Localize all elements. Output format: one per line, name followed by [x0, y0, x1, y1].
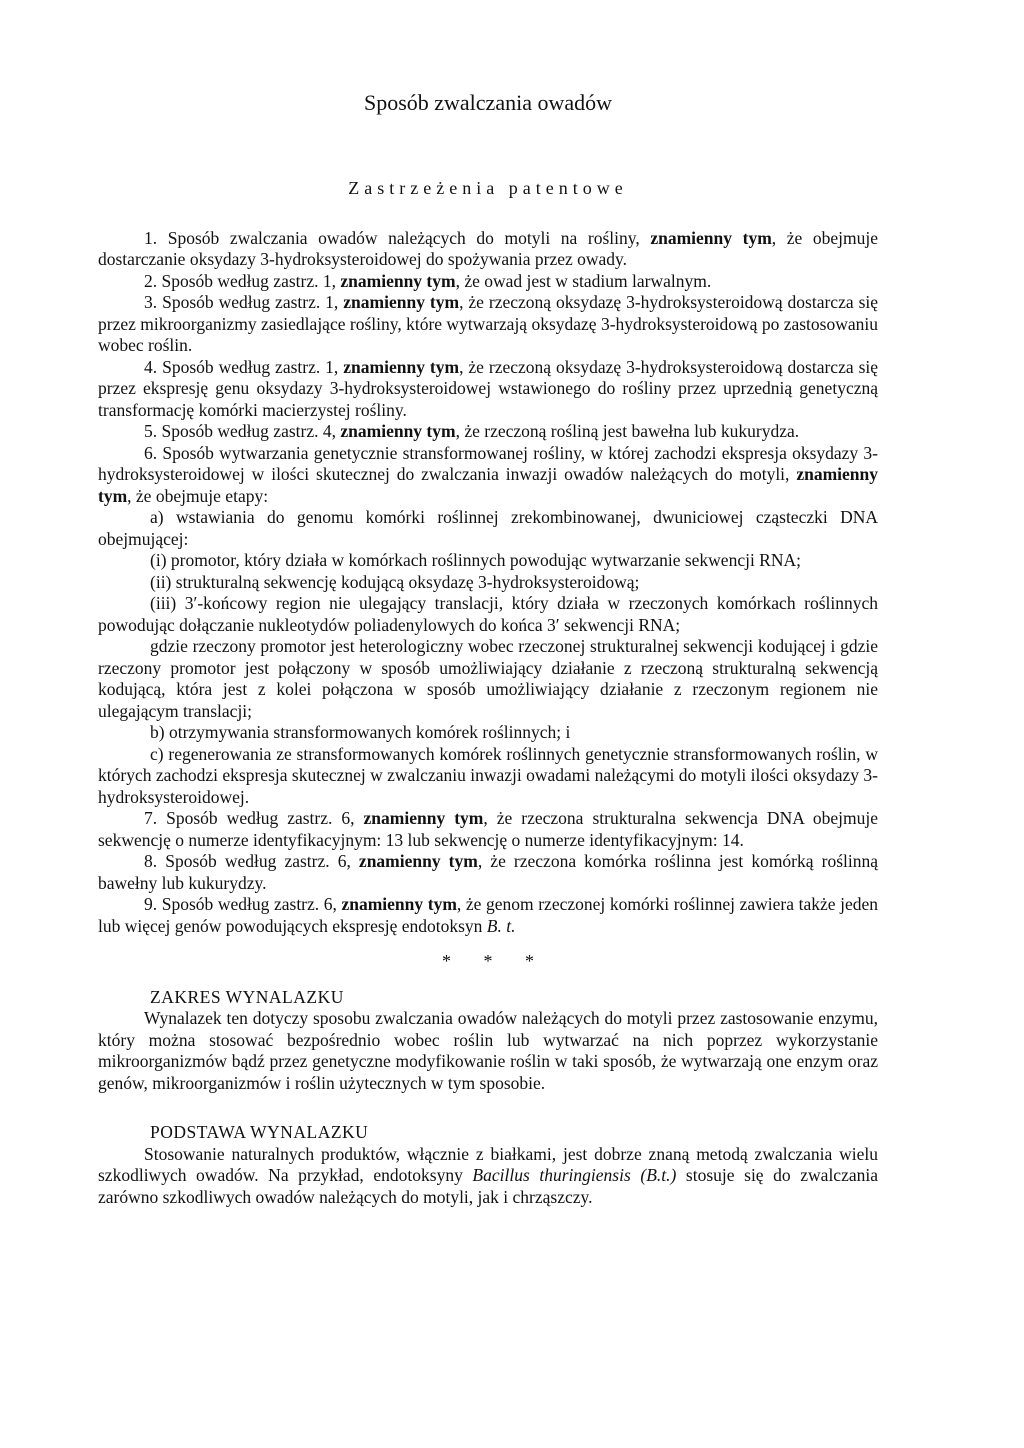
claim-9-species: B. t. [486, 915, 516, 936]
claim-6-where: gdzie rzeczony promotor jest heterologiczny wobec rzeczonej strukturalnej sekwencji kodującej i gdzie rzeczony promotor jest połączony w sposób umożliwiający działanie z rzeczoną strukturalną sekwencją kodującą, która jest z kolei połączona w sposób umożliwiający działanie z rzeczonym regionem nie ulegającym translacji; [98, 636, 878, 721]
spacer [98, 1094, 878, 1108]
claim-7-keyword: znamienny tym [363, 808, 484, 828]
claim-6-step-a: a) wstawiania do genomu komórki roślinnej zrekombinowanej, dwuniciowej cząsteczki DNA obejmującej: [98, 507, 878, 549]
basis-heading: PODSTAWA WYNALAZKU [150, 1122, 369, 1142]
claim-9-keyword: znamienny tym [341, 894, 457, 914]
claim-2-keyword: znamienny tym [340, 270, 456, 291]
claim-6-step-c: c) regenerowania ze stransformowanych komórek roślinnych genetycznie stransformowanych roślin, w których zachodzi ekspresja skutecznej w zwalczaniu inwazji owadami należącymi do motyli ilości oksydazy 3-hydroksysteroidowej. [98, 743, 878, 807]
basis-species: Bacillus thuringiensis (B.t.) [472, 1165, 677, 1185]
claim-2: 2. Sposób według zastrz. 1, znamienny tym, że owad jest w stadium larwalnym. [144, 270, 712, 291]
claim-5: 5. Sposób według zastrz. 4, znamienny tym, że rzeczoną rośliną jest bawełna lub kukurydza. [144, 421, 800, 441]
claims-subtitle: Zastrzeżenia patentowe [348, 178, 628, 198]
claim-5-keyword: znamienny tym [340, 421, 456, 441]
claim-1-keyword: znamienny tym [650, 227, 772, 248]
claim-8-keyword: znamienny tym [358, 851, 478, 871]
claim-1: 1. Sposób zwalczania owadów należących do motyli na rośliny, znamienny tym, że obejmuje dostarczanie oksydazy 3-hydroksysteroidowej do spożywania przez owady. [98, 227, 879, 269]
basis-paragraph: Stosowanie naturalnych produktów, włącznie z białkami, jest dobrze znaną metodą zwalczania wielu szkodliwych owadów. Na przykład, endotoksyny Bacillus thuringiensis (B.t.) stosuje się do zwalczania zarówno szkodliwych owadów należących do motyli, jak i chrząszczy. [98, 1143, 878, 1207]
scope-paragraph: Wynalazek ten dotyczy sposobu zwalczania owadów należących do motyli przez zastosowanie enzymu, który można stosować bezpośrednio wobec roślin lub wytwarzać na nich poprzez wykorzystanie mikroorganizmów bądź przez genetyczne modyfikowanie roślin w taki sposób, że wytwarzają one enzym oraz genów, mikroorganizmów i roślin użytecznych w tym sposobie. [98, 1008, 878, 1093]
claim-8: 8. Sposób według zastrz. 6, znamienny tym, że rzeczona komórka roślinna jest komórką roślinną bawełny lub kukurydzy. [98, 851, 878, 893]
claim-6: 6. Sposób wytwarzania genetycznie stransformowanej rośliny, w której zachodzi ekspresja oksydazy 3-hydroksysteroidowej w ilości skutecznej do zwalczania inwazji owadów należących do motyli, znamienny tym, że obejmuje etapy: [98, 442, 878, 506]
claim-3: 3. Sposób według zastrz. 1, znamienny tym, że rzeczoną oksydazę 3-hydroksysteroidową dostarcza się przez mikroorganizmy zasiedlające rośliny, które wytwarzają oksydazę 3-hydroksysteroidową po zastosowaniu wobec roślin. [98, 292, 879, 355]
section-separator: * * * [442, 951, 548, 971]
claim-4: 4. Sposób według zastrz. 1, znamienny tym, że rzeczoną oksydazę 3-hydroksysteroidową dostarcza się przez ekspresję genu oksydazy 3-hydroksysteroidowej wstawionego do rośliny przez uprzednią genetyczną transformację komórki macierzystej rośliny. [98, 356, 879, 420]
claim-6-keyword: znamienny tym [98, 464, 878, 506]
claim-4-keyword: znamienny tym [343, 356, 460, 377]
claim-6-item-ii: (ii) strukturalną sekwencję kodującą oksydazę 3-hydroksysteroidową; [150, 571, 640, 592]
scope-heading: ZAKRES WYNALAZKU [150, 986, 344, 1007]
document-title: Sposób zwalczania owadów [363, 90, 613, 115]
document-page [98, 90, 878, 1208]
claim-3-keyword: znamienny tym [343, 292, 460, 312]
claim-6-item-i: (i) promotor, który działa w komórkach roślinnych powodując wytwarzanie sekwencji RNA; [150, 550, 801, 570]
claim-6-item-iii: (iii) 3′-końcowy region nie ulegający translacji, który działa w rzeczonych komórkach roślinnych powodując dołączanie nukleotydów poliadenylowych do końca 3′ sekwencji RNA; [98, 593, 878, 635]
claim-6-step-b: b) otrzymywania stransformowanych komórek roślinnych; i [150, 722, 571, 742]
claim-7: 7. Sposób według zastrz. 6, znamienny tym, że rzeczona strukturalna sekwencja DNA obejmuje sekwencję o numerze identyfikacyjnym: 13 lub sekwencję o numerze identyfikacyjnym: 14. [98, 808, 878, 850]
claim-9: 9. Sposób według zastrz. 6, znamienny tym, że genom rzeczonej komórki roślinnej zawiera także jeden lub więcej genów powodujących ekspresję endotoksyn B. t. [98, 894, 878, 936]
